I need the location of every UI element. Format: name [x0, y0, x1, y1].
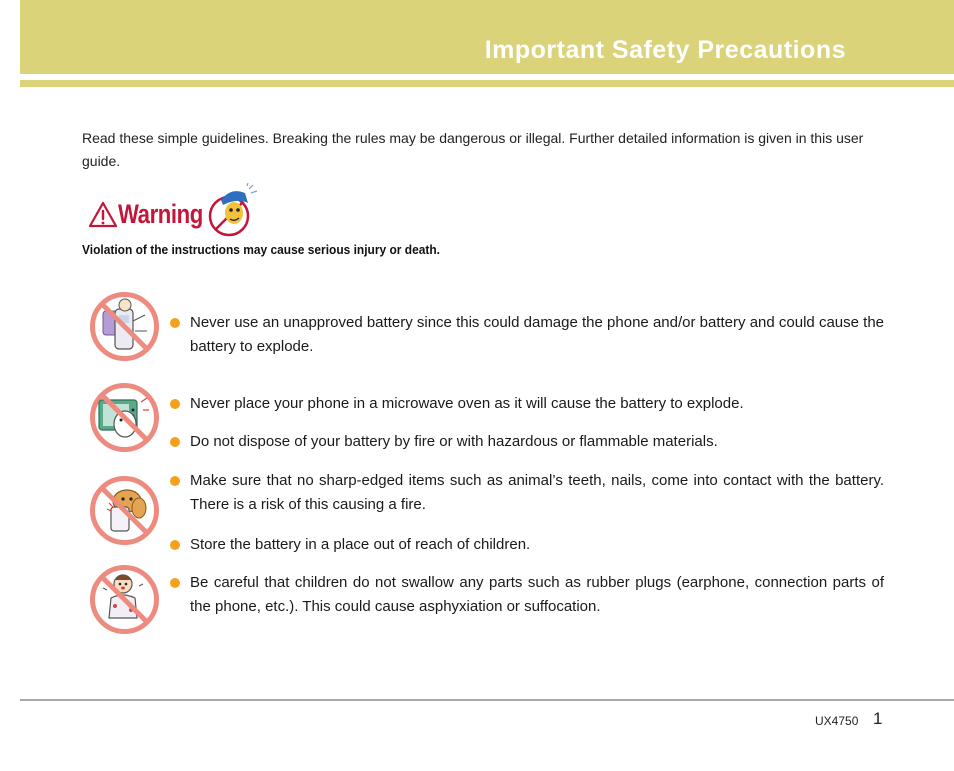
no-pet-bite-icon: [89, 475, 160, 546]
list-item: [170, 430, 884, 454]
bullet-dot-icon: [170, 540, 180, 550]
list-item: [170, 533, 884, 557]
bullet-dot-icon: [170, 476, 180, 486]
list-item: [170, 311, 884, 359]
list-item-text: Make sure that no sharp-edged items such as animal’s teeth, nails, come into contact with the battery. There is a risk of this causing a fire.: [190, 472, 884, 513]
warning-label: Warning: [118, 199, 203, 229]
footer-model: UX4750: [815, 714, 859, 728]
list-item-text: Store the battery in a place out of reach of children.: [190, 536, 531, 553]
bullet-dot-icon: [170, 578, 180, 588]
list-item: [170, 392, 884, 416]
footer-rule: [20, 699, 954, 701]
list-item-text: Never place your phone in a microwave oven as it will cause the battery to explode.: [190, 395, 744, 412]
page-number: 1: [873, 709, 883, 728]
list-item: [170, 571, 884, 619]
warning-logo: [88, 183, 263, 238]
bullet-dot-icon: [170, 399, 180, 409]
bullet-dot-icon: [170, 318, 180, 328]
violation-notice: Violation of the instructions may cause serious injury or death.: [82, 242, 440, 257]
no-child-swallow-icon: [89, 564, 160, 635]
warning-triangle-icon: [88, 200, 118, 230]
header-rule: [20, 80, 954, 87]
list-item-text: Be careful that children do not swallow any parts such as rubber plugs (earphone, connection parts of the phone, etc.). This could cause asphyxiation or suffocation.: [190, 574, 884, 615]
page-title: Important Safety Precautions: [484, 36, 846, 64]
no-unapproved-battery-icon: [89, 291, 160, 362]
list-item-text: Do not dispose of your battery by fire or with hazardous or flammable materials.: [190, 433, 718, 450]
warning-mascot-icon: [201, 183, 263, 238]
list-item: [170, 469, 884, 517]
list-item-text: Never use an unapproved battery since this could damage the phone and/or battery and could cause the battery to explode.: [190, 314, 884, 355]
bullet-dot-icon: [170, 437, 180, 447]
no-microwave-icon: [89, 382, 160, 453]
intro-paragraph: Read these simple guidelines. Breaking the rules may be dangerous or illegal. Further detailed information is given in this user guide.: [82, 130, 864, 169]
